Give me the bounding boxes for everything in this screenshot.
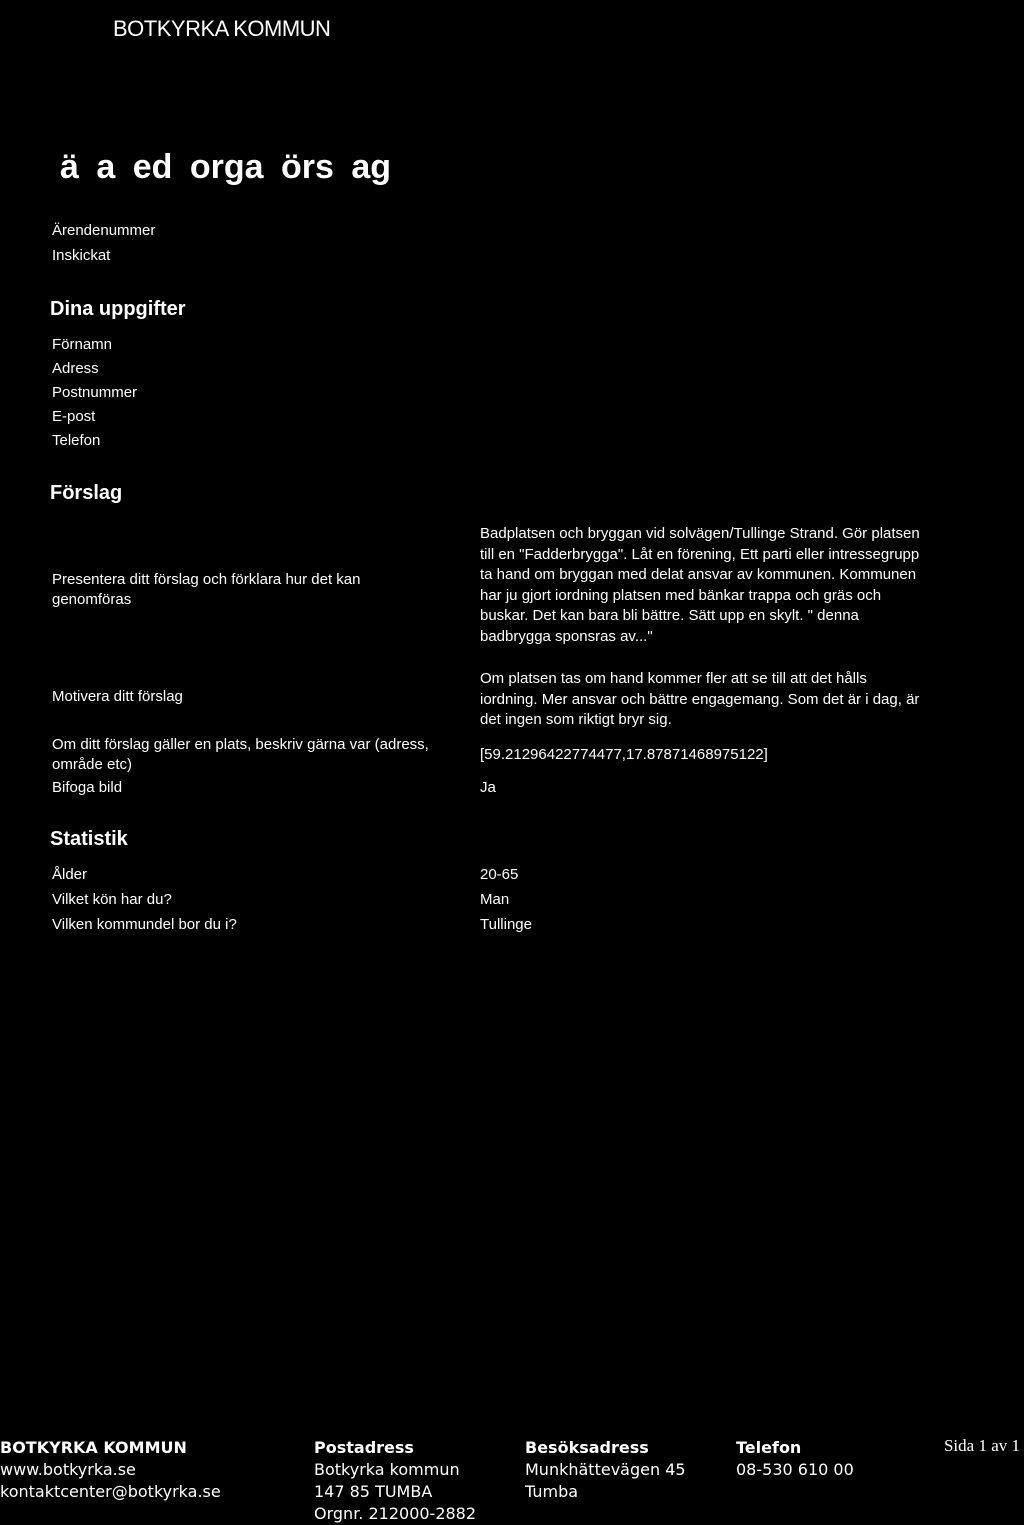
stat-label: Vilken kommundel bor du i? [52,916,237,933]
case-submitted-label: Inskickat [52,247,111,264]
stat-label: Ålder [52,866,88,883]
statistics-heading: Statistik [50,828,128,850]
footer-phone-number: 08-530 610 00 [736,1460,854,1479]
place-coordinates: [59.21296422774477,17.87871468975122] [480,746,768,763]
footer-visit-line: Munkhättevägen 45 [525,1460,686,1479]
footer-phone [736,1437,854,1481]
footer-postal-line: 147 85 TUMBA [314,1482,433,1501]
page-title: ä a ed orga örs ag [60,148,391,186]
attach-image-label: Bifoga bild [52,779,123,796]
footer-org-heading: BOTKYRKA KOMMUN [0,1438,187,1457]
firstname-label: Förnamn [52,336,113,353]
footer-postal [314,1437,476,1525]
footer-visit [525,1437,686,1503]
motivate-value: Om platsen tas om hand kommer fler att se till att det hålls iordning. Mer ansvar och bättre engagemang. Som det är i dag, är det ingen som riktigt bryr sig. [480,670,920,728]
stat-label: Vilket kön har du? [52,891,172,908]
footer-email-link[interactable]: kontaktcenter@botkyrka.se [0,1482,221,1501]
footer-website-link[interactable]: www.botkyrka.se [0,1460,136,1479]
footer-visit-heading: Besöksadress [525,1438,649,1457]
case-number-label: Ärendenummer [52,222,156,239]
email-label: E-post [52,408,96,425]
attach-image-value: Ja [480,779,496,796]
footer-phone-heading: Telefon [736,1438,802,1457]
proposal-heading: Förslag [50,482,123,504]
place-label: Om ditt förslag gäller en plats, beskriv gärna var (adress, område etc) [52,736,429,773]
page-number: Sida 1 av 1 [943,1436,1020,1455]
postcode-label: Postnummer [52,384,138,401]
present-proposal-label: Presentera ditt förslag och förklara hur det kan genomföras [52,571,361,608]
present-proposal-value: Badplatsen och bryggan vid solvägen/Tullinge Strand. Gör platsen till en "Fadderbrygga". Låt en förening, Ett parti eller intressegrupp ta hand om bryggan med delat ansvar av kommunen. Kommunen har ju gjort iordning platsen med bänkar trappa och gräs och buskar. Det kan bara bli bättre. Sätt upp en skylt. " denna badbrygga sponsras av..." [480,525,920,645]
stat-value: 20-65 [480,866,519,883]
phone-label: Telefon [52,432,101,449]
address-label: Adress [52,360,99,377]
motivate-label: Motivera ditt förslag [52,688,183,705]
footer-org [0,1437,221,1503]
footer-visit-line: Tumba [525,1482,579,1501]
footer-orgnr: Orgnr. 212000-2882 [314,1504,477,1523]
footer-postal-line: Botkyrka kommun [314,1460,460,1479]
stat-value: Man [480,891,510,908]
footer-postal-heading: Postadress [314,1438,414,1457]
your-details-heading: Dina uppgifter [50,298,186,320]
header-org-name: BOTKYRKA KOMMUN [113,16,331,41]
stat-value: Tullinge [480,916,532,933]
